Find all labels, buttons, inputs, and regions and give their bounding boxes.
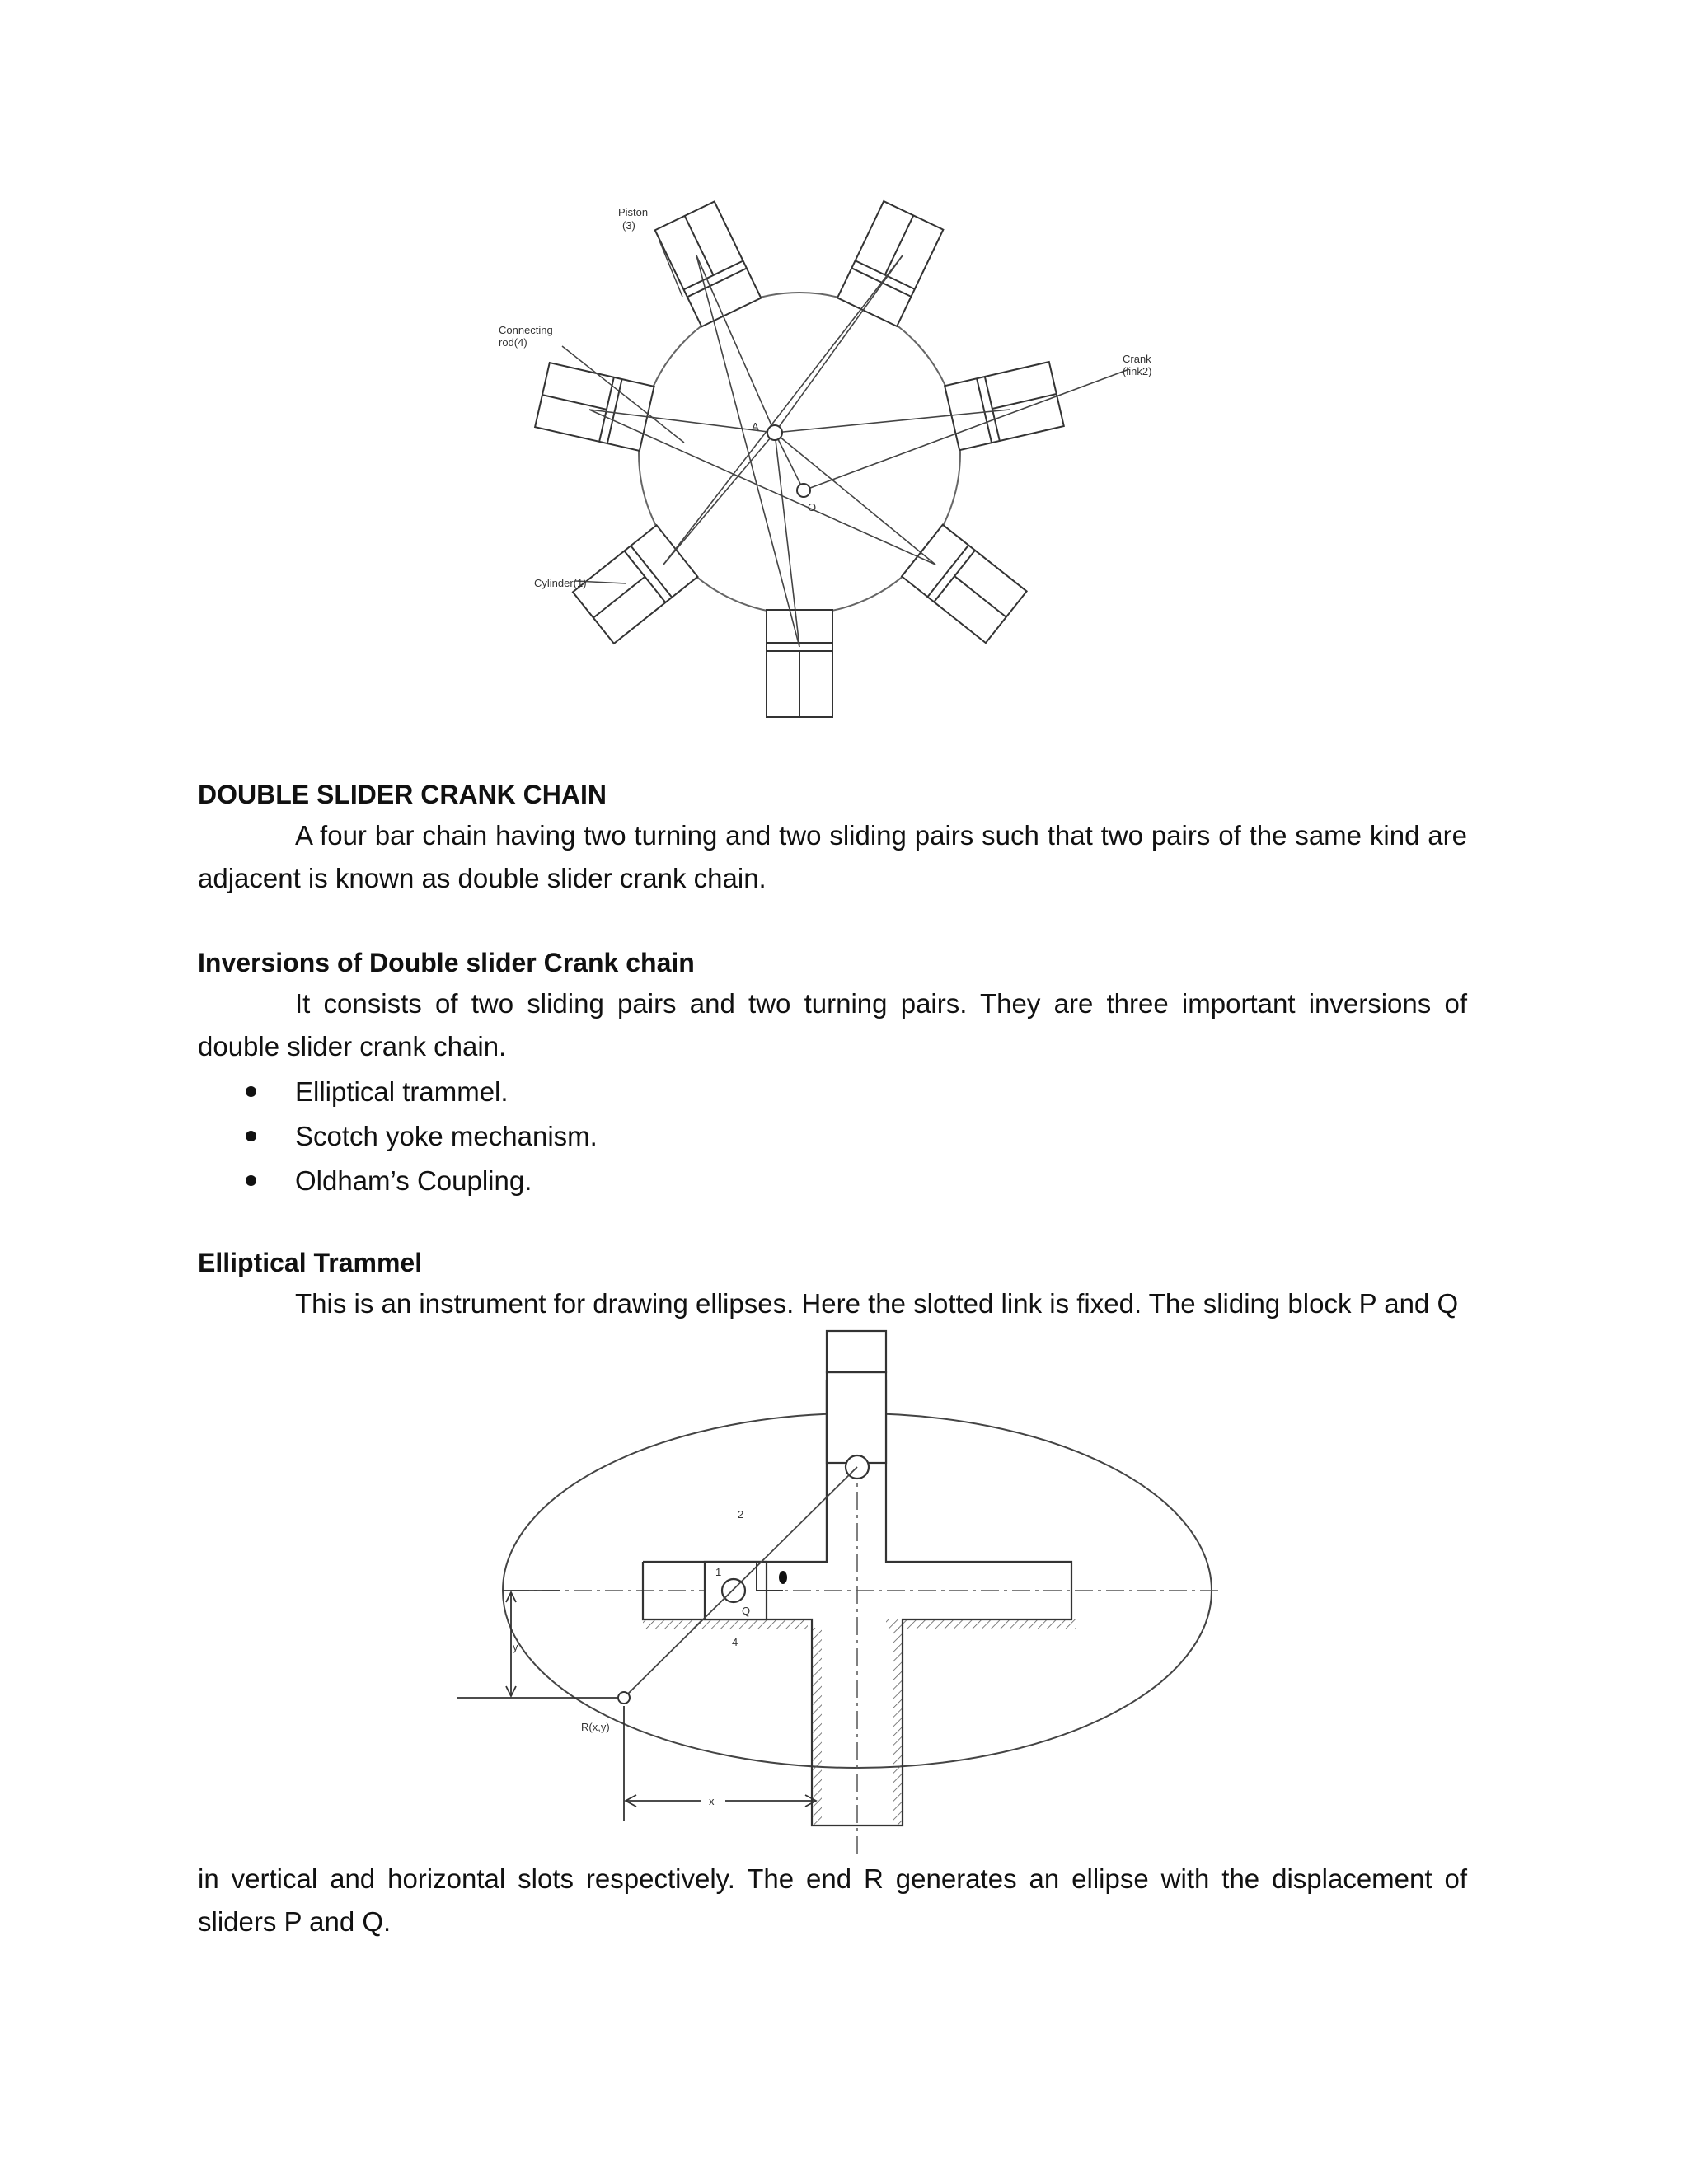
cylinder-label: Cylinder(1) [534, 577, 587, 589]
elliptical-trammel-text-end: in vertical and horizontal slots respectively. The end R generates an ellipse with the displacement of sliders P and Q. [198, 1863, 1467, 1937]
inversions-paragraph [198, 982, 1467, 1068]
link-2-label: 2 [738, 1508, 744, 1521]
dimension-y-label: y [513, 1641, 518, 1653]
list-item-text: Oldham’s Coupling. [295, 1165, 532, 1196]
rod-label: rod(4) [499, 336, 528, 349]
list-item [198, 1070, 598, 1114]
link-4-label: 4 [732, 1636, 738, 1648]
elliptical-trammel-figure [453, 1327, 1228, 1854]
elliptical-trammel-heading: Elliptical Trammel [198, 1248, 423, 1277]
elliptical-trammel-paragraph-end [198, 1858, 1467, 1943]
piston-number-label: (3) [622, 219, 635, 232]
elliptical-trammel-paragraph-start [198, 1282, 1467, 1325]
bullet-icon [246, 1086, 256, 1097]
elliptical-trammel-text-start: This is an instrument for drawing ellipses. Here the slotted link is fixed. The sliding block P and Q [295, 1288, 1459, 1319]
point-o-label: O [808, 501, 817, 513]
piston-label: Piston [618, 206, 649, 218]
elliptical-trammel-svg [453, 1327, 1228, 1854]
point-r-label: R(x,y) [581, 1721, 610, 1733]
bullet-icon [246, 1131, 256, 1141]
radial-engine-svg [486, 198, 1195, 758]
double-slider-text: A four bar chain having two turning and two sliding pairs such that two pairs of the same kind are adjacent is known as double slider crank chain. [198, 820, 1467, 893]
double-slider-heading: DOUBLE SLIDER CRANK CHAIN [198, 780, 607, 809]
list-item [198, 1114, 598, 1159]
list-item [198, 1159, 598, 1203]
inversions-list [198, 1070, 598, 1203]
radial-engine-figure [486, 198, 1195, 758]
link-1-label: 1 [715, 1566, 722, 1578]
bullet-icon [246, 1175, 256, 1186]
dimension-x-label: x [709, 1795, 715, 1807]
connecting-label: Connecting [499, 324, 553, 336]
point-a-label: A [752, 420, 759, 433]
inversions-heading: Inversions of Double slider Crank chain [198, 948, 695, 977]
link-label: (link2) [1123, 365, 1152, 377]
inversions-text: It consists of two sliding pairs and two turning pairs. They are three important inversions of double slider crank chain. [198, 988, 1467, 1062]
crank-label: Crank [1123, 353, 1151, 365]
double-slider-paragraph [198, 814, 1467, 900]
list-item-text: Scotch yoke mechanism. [295, 1121, 598, 1151]
slider-q-label: Q [742, 1605, 751, 1617]
list-item-text: Elliptical trammel. [295, 1076, 509, 1107]
